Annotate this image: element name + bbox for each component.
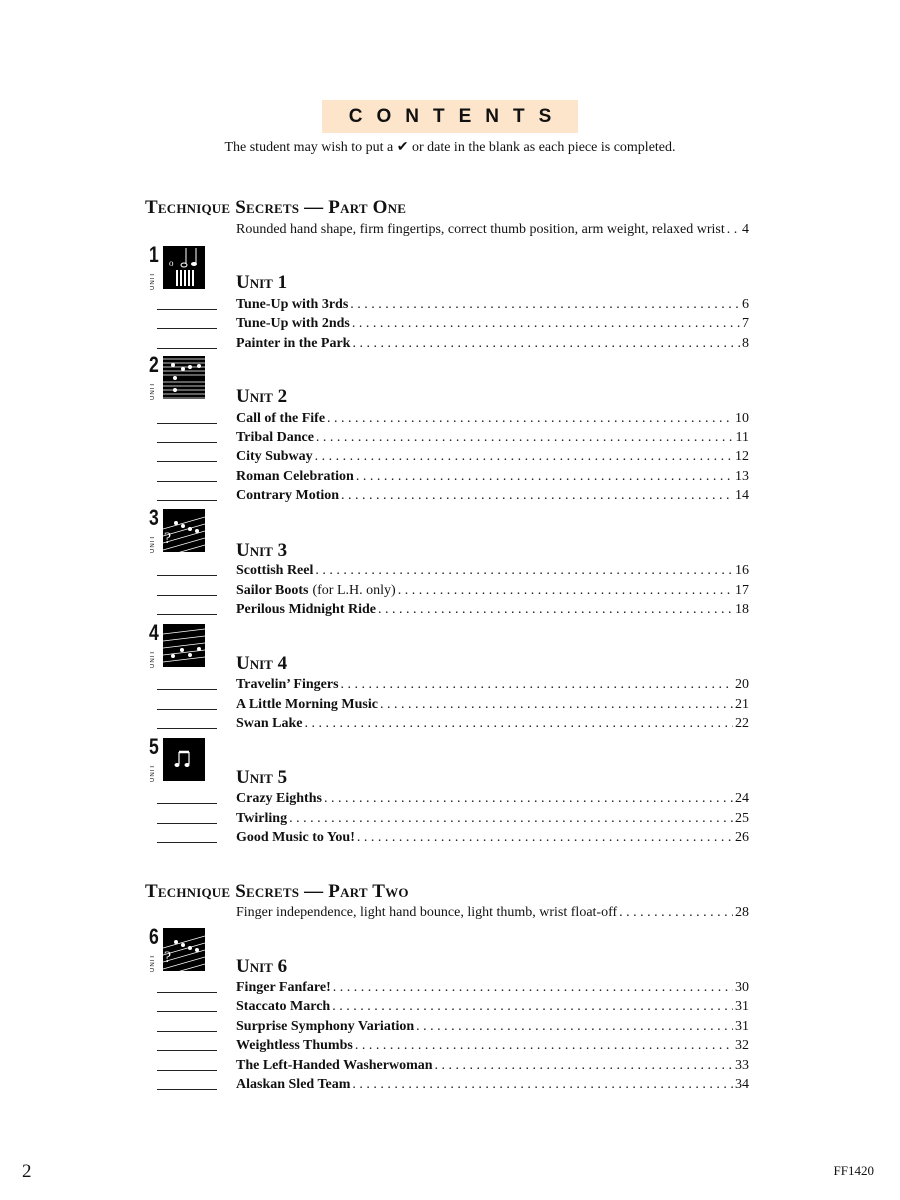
page-number: 12 <box>735 449 749 464</box>
toc-entry <box>157 469 749 488</box>
desc-text: Rounded hand shape, firm fingertips, correct thumb position, arm weight, relaxed wrist <box>236 222 725 237</box>
dot-leader <box>289 811 733 827</box>
page-number: 14 <box>735 488 749 503</box>
entry-title: Scottish Reel <box>236 563 314 578</box>
dot-leader <box>315 563 733 579</box>
completion-blank[interactable] <box>157 842 217 843</box>
toc-entry <box>157 602 749 621</box>
completion-blank[interactable] <box>157 1070 217 1071</box>
entry-line <box>236 583 749 599</box>
bass-staff-icon <box>163 509 205 552</box>
toc-entry <box>157 980 749 999</box>
page-number: 20 <box>735 677 749 692</box>
entry-line <box>236 411 749 427</box>
entry-line <box>236 697 749 713</box>
eighth-notes-icon <box>163 738 205 781</box>
part-two-heading: Technique Secrets — Part Two <box>145 881 409 902</box>
entry-title: Twirling <box>236 811 288 826</box>
completion-blank[interactable] <box>157 709 217 710</box>
entry-line <box>236 1077 749 1093</box>
entry-line <box>236 716 749 732</box>
page-number: 7 <box>742 316 749 331</box>
page-number: 34 <box>735 1077 749 1092</box>
page-number: 28 <box>735 905 749 920</box>
unit-2-heading: Unit 2 <box>236 386 288 407</box>
page-number-footer: 2 <box>22 1161 32 1182</box>
keyboard-notes-icon <box>163 246 205 289</box>
instructions: The student may wish to put a ✔ or date in the blank as each piece is completed. <box>224 140 676 155</box>
svg-text:?: ? <box>164 949 172 966</box>
dot-leader <box>332 999 733 1015</box>
entry-line <box>236 602 749 618</box>
entry-line <box>236 469 749 485</box>
entry-line <box>236 980 749 996</box>
entry-title: Travelin’ Fingers <box>236 677 339 692</box>
page-number: 33 <box>735 1058 749 1073</box>
entry-title: Finger Fanfare! <box>236 980 331 995</box>
dot-leader <box>316 430 734 446</box>
unit-label: UNIT <box>150 764 156 782</box>
contents-title: CONTENTS <box>348 105 566 127</box>
entry-line <box>236 563 749 579</box>
unit-number: 5 <box>149 734 159 759</box>
entry-line <box>236 316 749 332</box>
dot-leader <box>352 316 740 332</box>
dot-leader <box>341 488 733 504</box>
page-number: 17 <box>735 583 749 598</box>
dot-leader <box>416 1019 733 1035</box>
toc-entry <box>157 583 749 602</box>
dot-leader <box>727 222 740 238</box>
dot-leader <box>352 1077 733 1093</box>
entry-title: A Little Morning Music <box>236 697 378 712</box>
part-one-desc <box>236 222 749 238</box>
dot-leader <box>324 791 733 807</box>
page-number: 16 <box>735 563 749 578</box>
svg-text:o: o <box>169 258 174 268</box>
completion-blank[interactable] <box>157 423 217 424</box>
toc-entry <box>157 677 749 696</box>
unit-5-heading: Unit 5 <box>236 767 288 788</box>
dot-leader <box>305 716 733 732</box>
unit-label: UNIT <box>150 650 156 668</box>
entry-line <box>236 297 749 313</box>
dot-leader <box>357 830 733 846</box>
entry-title: Good Music to You! <box>236 830 355 845</box>
dot-leader <box>378 602 733 618</box>
unit-6-badge <box>149 924 206 972</box>
entry-title: Tribal Dance <box>236 430 314 445</box>
completion-blank[interactable] <box>157 595 217 596</box>
entry-title: Crazy Eighths <box>236 791 322 806</box>
toc-entry <box>157 430 749 449</box>
entry-title: Alaskan Sled Team <box>236 1077 351 1092</box>
toc-entry <box>157 1058 749 1077</box>
page-number: 18 <box>735 602 749 617</box>
entry-title: Roman Celebration <box>236 469 354 484</box>
dot-leader <box>350 297 740 313</box>
unit-label: UNIT <box>150 535 156 553</box>
dot-leader <box>327 411 733 427</box>
completion-blank[interactable] <box>157 442 217 443</box>
entry-line <box>236 1058 749 1074</box>
completion-blank[interactable] <box>157 575 217 576</box>
unit-1-badge <box>149 242 206 290</box>
page-number: 6 <box>742 297 749 312</box>
entry-subtitle: (for L.H. only) <box>312 583 396 598</box>
toc-entry <box>157 297 749 316</box>
unit-label: UNIT <box>150 954 156 972</box>
unit-6-heading: Unit 6 <box>236 956 288 977</box>
page-number: 8 <box>742 336 749 351</box>
page-number: 4 <box>742 222 749 237</box>
completion-blank[interactable] <box>157 481 217 482</box>
svg-text:?: ? <box>164 530 172 547</box>
completion-blank[interactable] <box>157 328 217 329</box>
unit-number: 1 <box>149 242 159 267</box>
toc-entry <box>157 697 749 716</box>
staff-notes-icon <box>163 624 205 667</box>
entry-title: Sailor Boots <box>236 583 309 598</box>
dot-leader <box>619 905 733 921</box>
toc-entry <box>157 716 749 735</box>
unit-number: 6 <box>149 924 159 949</box>
unit-4-heading: Unit 4 <box>236 653 288 674</box>
page-number: 30 <box>735 980 749 995</box>
entry-title: Painter in the Park <box>236 336 351 351</box>
dot-leader <box>352 336 740 352</box>
toc-entry <box>157 488 749 507</box>
unit-label: UNIT <box>150 272 156 290</box>
toc-entry <box>157 449 749 468</box>
toc-entry <box>157 811 749 830</box>
unit-2-badge <box>149 352 206 400</box>
part-two-desc <box>236 905 749 921</box>
completion-blank[interactable] <box>157 1050 217 1051</box>
page-number: 32 <box>735 1038 749 1053</box>
completion-blank[interactable] <box>157 614 217 615</box>
entry-title: Contrary Motion <box>236 488 340 503</box>
dot-leader <box>356 469 733 485</box>
page-number: 26 <box>735 830 749 845</box>
dot-leader <box>380 697 733 713</box>
contents-title-box <box>322 100 578 133</box>
toc-entry <box>157 316 749 335</box>
entry-title: Perilous Midnight Ride <box>236 602 377 617</box>
unit-3-badge <box>149 505 206 553</box>
toc-entry <box>157 1019 749 1038</box>
toc-entry <box>157 1038 749 1057</box>
entry-line <box>236 430 749 446</box>
unit-number: 3 <box>149 505 159 530</box>
product-code: FF1420 <box>833 1163 874 1178</box>
unit-1-heading: Unit 1 <box>236 272 288 293</box>
entry-title: Tune-Up with 2nds <box>236 316 350 331</box>
bass-staff-icon <box>163 928 205 971</box>
completion-blank[interactable] <box>157 309 217 310</box>
entry-title: Swan Lake <box>236 716 303 731</box>
entry-line <box>236 677 749 693</box>
toc-entry <box>157 563 749 582</box>
desc-text: Finger independence, light hand bounce, light thumb, wrist float-off <box>236 905 618 920</box>
entry-line <box>236 336 749 352</box>
unit-label: UNIT <box>150 382 156 400</box>
unit-3-heading: Unit 3 <box>236 540 288 561</box>
unit-5-badge <box>149 734 206 782</box>
toc-entry <box>157 999 749 1018</box>
entry-title: Weightless Thumbs <box>236 1038 353 1053</box>
completion-blank[interactable] <box>157 823 217 824</box>
dot-leader <box>435 1058 733 1074</box>
toc-entry <box>157 791 749 810</box>
toc-entry <box>157 1077 749 1096</box>
entry-line <box>236 999 749 1015</box>
entry-line <box>236 488 749 504</box>
entry-title: Surprise Symphony Variation <box>236 1019 415 1034</box>
completion-blank[interactable] <box>157 689 217 690</box>
entry-line <box>236 830 749 846</box>
entry-line <box>236 1019 749 1035</box>
dot-leader <box>355 1038 733 1054</box>
completion-blank[interactable] <box>157 1031 217 1032</box>
unit-number: 2 <box>149 352 159 377</box>
dot-leader <box>333 980 733 996</box>
completion-blank[interactable] <box>157 348 217 349</box>
page-number: 21 <box>735 697 749 712</box>
entry-title: Tune-Up with 3rds <box>236 297 349 312</box>
entry-title: The Left-Handed Washerwoman <box>236 1058 433 1073</box>
completion-blank[interactable] <box>157 1011 217 1012</box>
entry-line <box>236 1038 749 1054</box>
entry-line <box>236 791 749 807</box>
dot-leader <box>398 583 733 599</box>
grand-staff-icon <box>163 356 205 399</box>
toc-entry <box>157 336 749 355</box>
page-number: 11 <box>735 430 749 445</box>
entry-line <box>236 449 749 465</box>
page-number: 13 <box>735 469 749 484</box>
unit-number: 4 <box>149 620 159 645</box>
completion-blank[interactable] <box>157 500 217 501</box>
page-number: 25 <box>735 811 749 826</box>
toc-entry <box>157 830 749 849</box>
completion-blank[interactable] <box>157 992 217 993</box>
part-one-heading: Technique Secrets — Part One <box>145 197 407 218</box>
entry-title: City Subway <box>236 449 313 464</box>
completion-blank[interactable] <box>157 803 217 804</box>
dot-leader <box>341 677 733 693</box>
dot-leader <box>315 449 733 465</box>
completion-blank[interactable] <box>157 728 217 729</box>
page-number: 31 <box>735 999 749 1014</box>
completion-blank[interactable] <box>157 1089 217 1090</box>
unit-4-badge <box>149 620 206 668</box>
page-number: 31 <box>735 1019 749 1034</box>
completion-blank[interactable] <box>157 461 217 462</box>
entry-title: Staccato March <box>236 999 331 1014</box>
page-number: 24 <box>735 791 749 806</box>
page-number: 22 <box>735 716 749 731</box>
entry-title: Call of the Fife <box>236 411 326 426</box>
entry-line <box>236 811 749 827</box>
page-number: 10 <box>735 411 749 426</box>
toc-entry <box>157 411 749 430</box>
